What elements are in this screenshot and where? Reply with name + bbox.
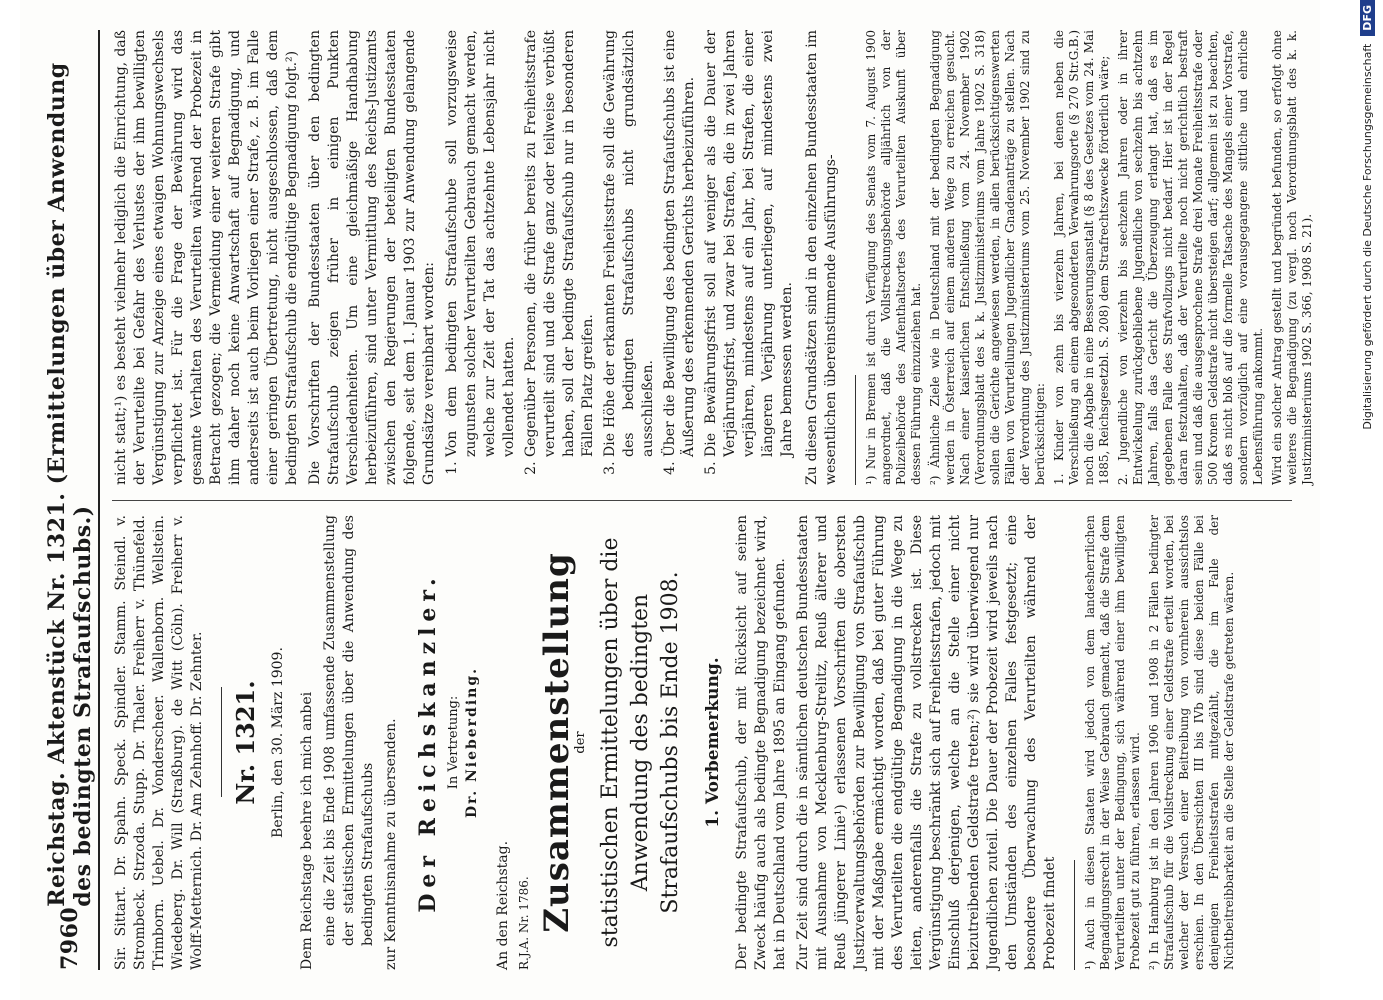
member-list: Sir. Sittart. Dr. Spahn. Speck. Spindler. Stamm. Steindl. v. Strombeck. Strzoda. Stupp. Dr. Thaler. Freiherr v. Thünefeld. Trimborn. Uebel. Dr. Vonderscheer. Wallenborn. Wellstein. Wiedeberg. Dr. Will (Straßburg). de Witt (Cöln). Freiherr v. Wolff-Metternich. Dr. Am Zehnhoff. Dr. Zehnter. — [113, 515, 205, 970]
letter-date: Berlin, den 30. März 1909. — [270, 647, 286, 838]
footnote: 2. Jugendliche von vierzehn bis sechzehn Jahren oder in ihrer Entwickelung zurückgebliebene Jugendliche von sechzehn bis achtzehn Jahren, falls das Gericht die Überzeugung erlangt hat, daß es im gegebenen Falle des Strafvollzugs nicht bedarf. Hier ist in der Regel daran festzuhalten, daß der Verurteilte noch nicht gerichtlich bestraft sein und daß die ausgesprochene Strafe drei Monate Freiheitsstrafe oder 500 Kronen Geldstrafe nicht übersteigen darf; allgemein ist zu beachten, daß es nicht bloß auf die formelle Tatsache des Mangels einer Vorstrafe, sondern vorzüglich auf eine vorausgegangene sittliche und ehrliche Lebensführung ankommt. — [1116, 30, 1265, 485]
footnote: ¹) Auch in diesen Staaten wird jedoch von dem landesherrlichen Begnadigungsrecht in der Weise Gebrauch gemacht, daß die Strafe dem Verurteilten unter der Bedingung, sich während einer ihm bewilligten Probezeit gut zu führen, erlassen wird. — [1083, 515, 1142, 970]
title-connector: der — [573, 731, 588, 754]
page-number: 7960 — [57, 906, 83, 970]
section-heading: 1. Vorbemerkung. — [703, 657, 723, 828]
header-rule — [98, 30, 100, 970]
credit-text: Digitalisierung gefördert durch die Deutsche Forschungsgemeinschaft — [1360, 43, 1374, 430]
document-subtitle: statistischen Ermittelungen über die Anwendung des bedingten Strafaufschubs bis Ende 1908. — [598, 537, 683, 948]
footnote: 1. Kinder von zehn bis vierzehn Jahren, bei denen neben die Verschließung an einem abgesonderten Verwahrungsorte (§ 270 Str.G.B.) noch die Abgabe in eine Besserungsanstalt (§ 8 des Gesetzes vom 24. Mai 1885, Reichsgesetzbl. S. 208) dem Strafrechtszwecke förderlich wäre; — [1052, 30, 1111, 485]
list-item: 1. Von dem bedingten Strafaufschube soll vorzugsweise zugunsten solcher Verurteilten Gebrauch gemacht werden, welche zur Zeit der Tat das achtzehnte Lebensjahr nicht vollendet hatten. — [443, 30, 519, 457]
list-item: 2. Gegenüber Personen, die früher bereits zu Freiheitsstrafe verurteilt sind und die Strafe ganz oder teilweise verbüßt haben, soll der bedingte Strafaufschub nur in besonderen Fällen Platz greifen. — [522, 30, 598, 457]
footnote: ²) In Hamburg ist in den Jahren 1906 und 1908 in 2 Fällen bedingter Strafaufschub für die Vollstreckung einer Geldstrafe erteilt worden, bei welcher der Versuch einer Beitreibung von vornherein aussichtslos erschien. In den Übersichten III bis IVb sind diese beiden Fälle bei denjenigen Freiheitsstrafen mitgezählt, die im Falle der Nichtbeitreibbarkeit an die Stelle der Geldstrafe getreten wären. — [1147, 515, 1236, 970]
list-item: 5. Die Bewährungsfrist soll auf weniger als die Dauer der Verjährungsfrist, und zwar bei Strafen, die in zwei Jahren verjähren, mindestens auf ein Jahr, bei Strafen, die einer längeren Verjährung unterliegen, auf mindestens zwei Jahre bemessen werden. — [702, 30, 797, 457]
document-number: Nr. 1321. — [231, 680, 260, 805]
sender-title: Der Reichskanzler. — [415, 572, 441, 913]
separator — [221, 688, 222, 798]
letter-body: eine die Zeit bis Ende 1908 umfassende Zusammenstellung der statistischen Ermittelungen über die Anwendung des bedingten Strafaufschubs — [322, 515, 376, 946]
left-column — [112, 515, 1302, 970]
paragraph: Die Vorschriften der Bundesstaaten über den bedingten Strafaufschub zeigen früher in einigen Punkten Verschiedenheiten. Um eine gleichmäßige Handhabung herbeizuführen, sind unter Vermittlung des Reichs-Justizamts zwischen den Regierungen der beteiligten Bundesstaaten folgende, seit dem 1. Januar 1903 zur Anwendung gelangende Grundsätze vereinbart worden: — [307, 30, 437, 485]
dfg-credit — [1356, 0, 1378, 980]
page-header — [44, 30, 96, 970]
footnote-rule — [855, 375, 856, 485]
right-column — [112, 30, 1314, 485]
running-title: Reichstag. Aktenstück Nr. 1321. (Ermittelungen über Anwendung des bedingten Strafaufschubs.) — [44, 62, 96, 907]
reference-number: R.J.A. Nr. 1786. — [517, 876, 531, 970]
paragraph: Zu diesen Grundsätzen sind in den einzelnen Bundesstaaten im wesentlichen übereinstimmende Ausführungs- — [804, 30, 839, 485]
addressee: An den Reichstag. — [495, 840, 511, 970]
footnote: ¹) Nur in Bremen ist durch Verfügung des Senats vom 7. August 1900 angeordnet, daß die Vollstreckungsbehörde alljährlich von der Polizeibehörde des Aufenthaltsortes des Verurteilten Auskunft über dessen Führung einzuziehen hat. — [864, 30, 923, 485]
list-item: 4. Über die Bewilligung des bedingten Strafaufschubs ist eine Äußerung des erkennenden Gerichts herbeizuführen. — [661, 30, 699, 457]
paragraph: Der bedingte Strafaufschub, der mit Rücksicht auf seinen Zweck häufig auch als bedingte Begnadigung bezeichnet wird, hat in Deutschland vom Jahre 1895 an Eingang gefunden. — [734, 515, 788, 970]
document-page — [20, 0, 1320, 1000]
footnote: ²) Ähnliche Ziele wie in Deutschland mit der bedingten Begnadigung werden in Österreich auf einem anderen Wege zu erreichen gesucht. Nach einer kaiserlichen Entschließung vom 24. November 1902 (Verordnungsblatt des k. k. Justizministeriums vom Jahre 1902 S. 318) sollen die Gerichte angewiesen werden, in allen berücksichtigenswerten Fällen von Verurteilungen Jugendlicher Gnadenanträge zu stellen. Nach der Verordnung des Justizministeriums vom 25. November 1902 sind zu berücksichtigen: — [928, 30, 1047, 485]
letter-intro: Dem Reichstage beehre ich mich anbei — [299, 691, 315, 970]
paragraph: nicht statt;¹) es besteht vielmehr lediglich die Einrichtung, daß der Verurteilte bei Gefahr des Verlustes der ihm bewilligten Vergünstigung zur Anzeige eines etwaigen Wohnungswechsels verpflichtet ist. Für die Frage der Bewährung wird das gesamte Verhalten des Verurteilten während der Probezeit in Betracht gezogen; die Vermeidung einer weiteren Strafe gibt ihm daher noch keine Anwartschaft auf Begnadigung, und anderseits ist auch beim Vorliegen einer Strafe, z. B. im Falle einer geringen Übertretung, nicht ausgeschlossen, daß dem bedingten Strafaufschub die endgültige Begnadigung folgt.²) — [113, 30, 300, 485]
dfg-logo: DFG — [1360, 0, 1375, 36]
list-item: 3. Die Höhe der erkannten Freiheitsstrafe soll die Gewährung des bedingten Strafaufschubs nicht grundsätzlich ausschließen. — [601, 30, 658, 457]
representation-note: In Vertretung: — [446, 695, 461, 790]
document-title: Zusammenstellung — [537, 552, 577, 933]
letter-closing: zur Kenntnisnahme zu übersenden. — [383, 718, 399, 970]
paragraph: Zur Zeit sind durch die in sämtlichen deutschen Bundesstaaten mit Ausnahme von Mecklenburg-Strelitz, Reuß älterer und Reuß jüngerer Linie¹) erlassenen Vorschriften die obersten Justizverwaltungsbehörden zur Bewilligung von Strafaufschub mit der Maßgabe ermächtigt worden, daß bei guter Führung des Verurteilten die endgültige Begnadigung in die Wege zu leiten, anderenfalls die Strafe zu vollstrecken ist. Diese Vergünstigung beschränkt sich auf Freiheitsstrafen, jedoch mit Einschluß derjenigen, welche an die Stelle einer nicht beizutreibenden Geldstrafe treten;²) sie wird überwiegend nur Jugendlichen zuteil. Die Dauer der Probezeit wird jeweils nach den Umständen des einzelnen Falles festgesetzt; eine besondere Überwachung des Verurteilten während der Probezeit findet — [795, 515, 1058, 970]
footnote: Wird ein solcher Antrag gestellt und begründet befunden, so erfolgt ohne weiteres die Begnadigung (zu vergl. noch Verordnungsblatt des k. k. Justizministeriums 1902 S. 366, 1908 S. 21). — [1270, 30, 1314, 485]
signature: Dr. Nieberding. — [464, 666, 480, 819]
footnote-rule — [1074, 860, 1075, 970]
column-divider — [112, 500, 1292, 501]
principles-list — [443, 30, 797, 485]
